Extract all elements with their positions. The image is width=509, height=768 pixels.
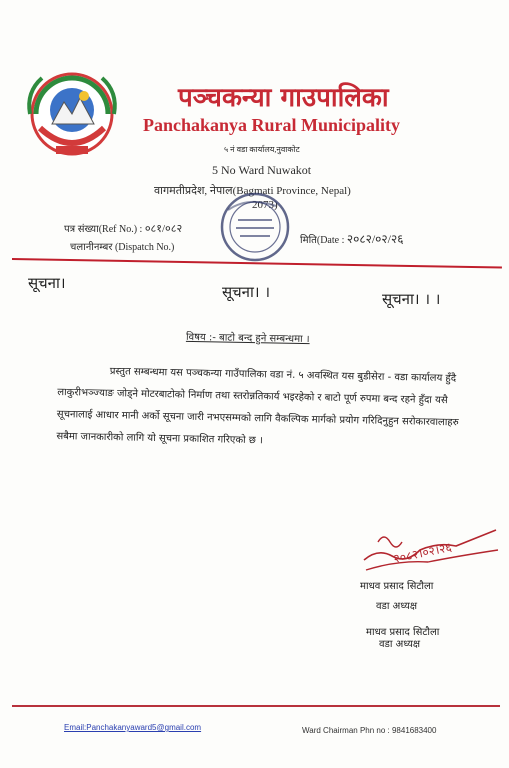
email-link[interactable]: Email:Panchakanyaward5@gmail.com <box>64 723 202 732</box>
province-line: वागमतीप्रदेश, नेपाल(Bagmati Province, Nepal) <box>154 185 351 197</box>
subject-line: विषय :- बाटो बन्द हुने सम्बन्धमा । <box>185 331 310 346</box>
handwritten-signature-icon <box>358 520 503 578</box>
notice-body: प्रस्तुत सम्बन्धमा यस पञ्चकन्या गाउँपालिका वडा नं. ५ अवस्थित यस बुडीसेरा - वडा कार्यालय हुँदै लाकुरीभञ्ज्याङ जोड्ने मोटरबाटोको निर्माण तथा स्तरोन्नतिकार्य भइरहेको र बाटो पूर्ण रुपमा बन्द रहने हुँदा यसै सूचनालाई आधार मानी अर्को सूचना जारी नभएसम्मको लागि वैकल्पिक मार्गको प्रयोग गरिदिनुहुन सरोकारवालाहरु सबैमा जानकारीको लागि यो सूचना प्रकाशित गरिएको छ । <box>56 366 459 447</box>
signatory-name: माधव प्रसाद सिटौला <box>360 581 434 592</box>
letter-date <box>300 230 403 247</box>
signature-date: २०८२।०२।२६ <box>392 539 453 566</box>
municipality-title-nepali: पञ्चकन्या गाउपालिका <box>178 83 389 113</box>
footer-divider <box>12 705 500 707</box>
stamp-name: माधव प्रसाद सिटौला <box>366 627 440 638</box>
ward-office-line-english: 5 No Ward Nuwakot <box>212 163 312 177</box>
office-stamp-icon <box>218 190 292 264</box>
dispatch-number: चलानीनम्बर (Dispatch No.) <box>70 242 175 253</box>
reference-number <box>64 221 182 236</box>
municipality-emblem-icon <box>22 62 122 162</box>
established-line: 2073) <box>252 199 278 211</box>
chairman-phone: Ward Chairman Phn no : 9841683400 <box>302 726 437 735</box>
date-value: २०८२/०२/२६ <box>346 232 404 246</box>
notice-heading-1: सूचना। <box>28 274 66 292</box>
date-label: मिति(Date : <box>300 235 345 246</box>
stamp-title: वडा अध्यक्ष <box>379 639 421 650</box>
notice-heading-2: सूचना। । <box>222 283 271 301</box>
reference-value: ०८१/०८२ <box>144 223 183 235</box>
ward-office-line-nepali: ५ नं वडा कार्यालय,नुवाकोट <box>224 145 300 154</box>
notice-heading-3: सूचना। । । <box>382 290 441 308</box>
signatory-title: वडा अध्यक्ष <box>376 601 418 612</box>
municipality-title-english: Panchakanya Rural Municipality <box>143 115 401 135</box>
reference-label: पत्र संख्या(Ref No.) : <box>64 224 143 235</box>
